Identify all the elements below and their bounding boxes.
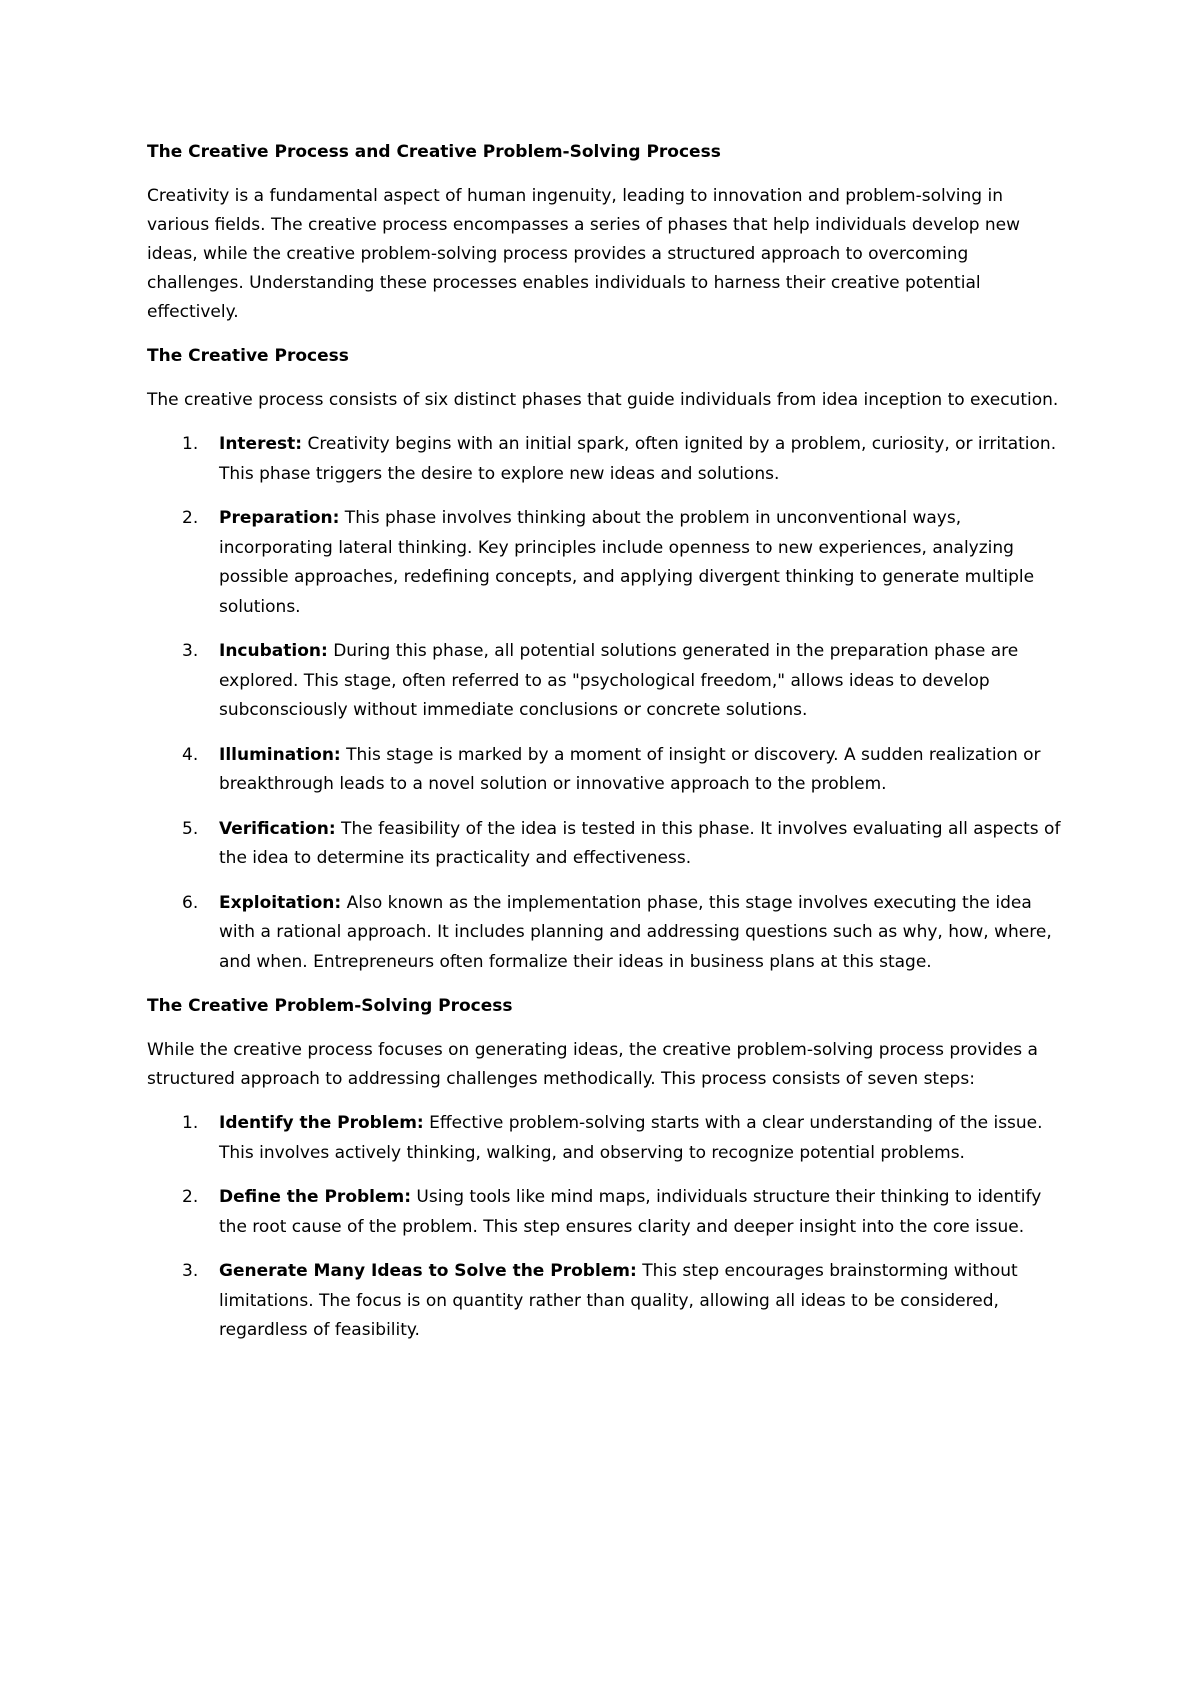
list-text: Also known as the implementation phase, this stage involves executing the idea with a rational approach. It includes planning and addressing questions such as why, how, where, and when. Entrepreneurs often formalize their ideas in business plans at this stage. — [219, 892, 1052, 972]
list-term: Exploitation: — [219, 892, 342, 913]
list-number: 1. — [182, 434, 199, 454]
list-item — [147, 637, 1067, 726]
document-title: The Creative Process and Creative Problem-Solving Process — [147, 142, 721, 162]
list-item — [147, 504, 1067, 622]
list-text: Using tools like mind maps, individuals structure their thinking to identify the root cause of the problem. This step ensures clarity and deeper insight into the core issue. — [219, 1187, 1042, 1237]
list-term: Verification: — [219, 818, 336, 839]
list-number: 5. — [182, 818, 199, 839]
problem-solving-steps-list — [147, 1109, 1067, 1346]
creative-process-intro: The creative process consists of six distinct phases that guide individuals from idea inception to execution. — [147, 390, 1059, 410]
list-number: 4. — [182, 744, 199, 765]
list-number: 3. — [182, 1261, 199, 1281]
list-number: 6. — [182, 892, 199, 913]
list-item — [147, 741, 1067, 800]
list-text: This phase involves thinking about the problem in unconventional ways, incorporating lateral thinking. Key principles include openness to new experiences, analyzing possible approaches, redefining concepts, and applying divergent thinking to generate multiple solutions. — [219, 508, 1035, 617]
list-item — [147, 889, 1067, 978]
list-item — [147, 1257, 1067, 1346]
section-heading-creative-process: The Creative Process — [147, 346, 349, 366]
list-term: Preparation: — [219, 508, 340, 528]
document-page — [147, 138, 1067, 1361]
list-text: The feasibility of the idea is tested in this phase. It involves evaluating all aspects of the idea to determine its practicality and effectiveness. — [219, 818, 1061, 868]
list-item — [147, 1183, 1067, 1242]
list-text: This step encourages brainstorming without limitations. The focus is on quantity rather than quality, allowing all ideas to be considered, regardless of feasibility. — [219, 1261, 1018, 1340]
list-term: Define the Problem: — [219, 1187, 412, 1207]
list-text: This stage is marked by a moment of insight or discovery. A sudden realization or breakthrough leads to a novel solution or innovative approach to the problem. — [219, 744, 1041, 794]
list-text: Creativity begins with an initial spark, often ignited by a problem, curiosity, or irritation. This phase triggers the desire to explore new ideas and solutions. — [219, 434, 1057, 484]
section-heading-problem-solving: The Creative Problem-Solving Process — [147, 996, 513, 1016]
list-term: Identify the Problem: — [219, 1113, 424, 1133]
list-item — [147, 1109, 1067, 1168]
list-item — [147, 815, 1067, 874]
list-number: 2. — [182, 508, 199, 528]
list-number: 3. — [182, 641, 199, 661]
list-item — [147, 430, 1067, 489]
list-term: Illumination: — [219, 744, 341, 765]
problem-solving-intro: While the creative process focuses on generating ideas, the creative problem-solving process provides a structured approach to addressing challenges methodically. This process consists of seven steps: — [147, 1040, 1038, 1089]
list-term: Incubation: — [219, 641, 328, 661]
list-text: During this phase, all potential solutions generated in the preparation phase are explored. This stage, often referred to as "psychological freedom," allows ideas to develop subconsciously without immediate conclusions or concrete solutions. — [219, 641, 1019, 720]
list-term: Interest: — [219, 434, 303, 454]
list-number: 1. — [182, 1113, 199, 1133]
list-number: 2. — [182, 1187, 199, 1207]
list-text: Effective problem-solving starts with a clear understanding of the issue. This involves actively thinking, walking, and observing to recognize potential problems. — [219, 1113, 1043, 1163]
creative-process-phases-list — [147, 430, 1067, 977]
intro-paragraph: Creativity is a fundamental aspect of human ingenuity, leading to innovation and problem-solving in various fields. The creative process encompasses a series of phases that help individuals develop new ideas, while the creative problem-solving process provides a structured approach to overcoming challenges. Understanding these processes enables individuals to harness their creative potential effectively. — [147, 186, 1021, 322]
list-term: Generate Many Ideas to Solve the Problem: — [219, 1261, 637, 1281]
